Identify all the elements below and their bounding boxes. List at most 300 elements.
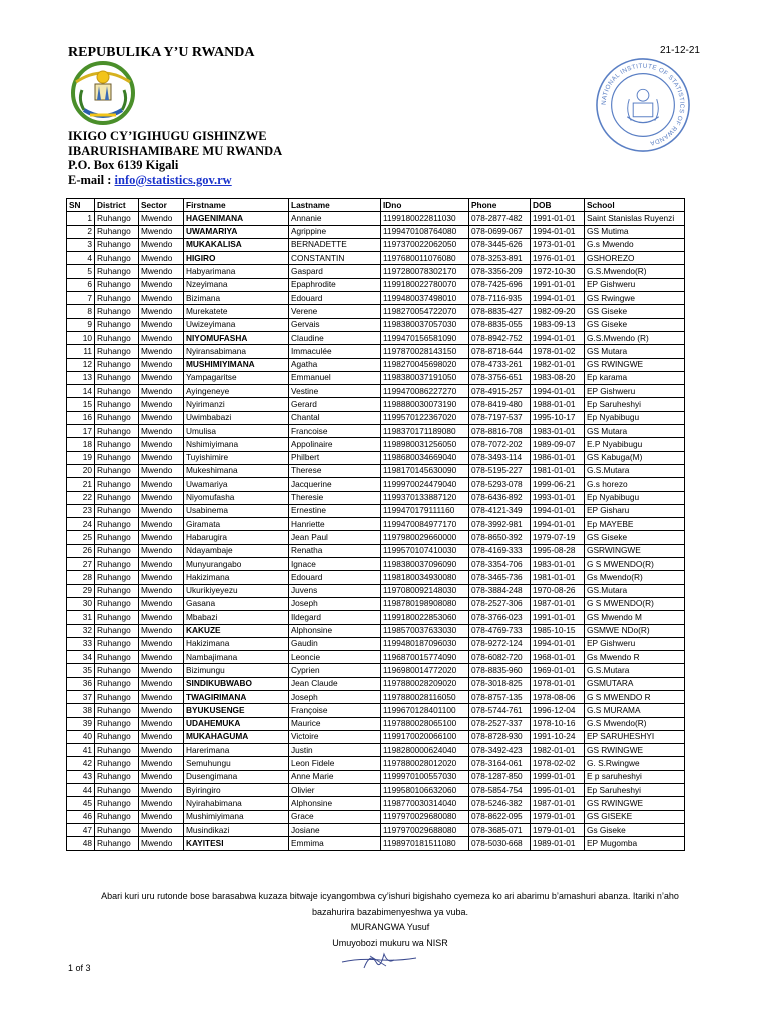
table-cell: Edouard [289, 292, 381, 305]
table-cell: Ruhango [95, 398, 139, 411]
table-cell: Mwendo [139, 531, 184, 544]
table-cell: Ruhango [95, 491, 139, 504]
table-cell: Ruhango [95, 690, 139, 703]
table-cell: 078-3492-423 [469, 744, 531, 757]
table-cell: CONSTANTIN [289, 252, 381, 265]
table-cell: Ruhango [95, 597, 139, 610]
table-cell: GSMWE NDo(R) [585, 624, 685, 637]
table-cell: 1198770030314040 [381, 797, 469, 810]
table-cell: Ruhango [95, 478, 139, 491]
table-cell: G S MWENDO R [585, 690, 685, 703]
table-cell: 31 [67, 611, 95, 624]
table-cell: 078-4169-333 [469, 544, 531, 557]
table-cell: 078-6436-892 [469, 491, 531, 504]
table-row [67, 624, 685, 637]
column-header: SN [67, 199, 95, 212]
table-cell: 078-8419-480 [469, 398, 531, 411]
signatory-name: MURANGWA Yusuf [350, 922, 430, 932]
table-cell: Mushimiyimana [184, 810, 289, 823]
country-heading: REPUBULIKA Y’U RWANDA [68, 45, 255, 60]
table-cell: 078-3685-071 [469, 823, 531, 836]
table-cell: Ruhango [95, 544, 139, 557]
notice-line1: Abari kuri uru rutonde bose barasabwa kuzaza bitwaje icyangombwa cy’ishuri bigishaho cyemeza ko ari abarimu b’amashuri abanza. Itariki n’aho [101, 891, 679, 901]
table-cell: Nzeyimana [184, 278, 289, 291]
table-cell: 1995-10-17 [531, 411, 585, 424]
table-cell: GS RWINGWE [585, 744, 685, 757]
table-row [67, 717, 685, 730]
column-header: IDno [381, 199, 469, 212]
table-cell: Philbert [289, 451, 381, 464]
table-cell: Ruhango [95, 425, 139, 438]
table-cell: 1983-09-13 [531, 318, 585, 331]
table-cell: Mwendo [139, 292, 184, 305]
table-row [67, 730, 685, 743]
table-cell: Ruhango [95, 797, 139, 810]
rwanda-coat-of-arms-icon [68, 60, 138, 126]
table-cell: 42 [67, 757, 95, 770]
table-cell: G S MWENDO(R) [585, 597, 685, 610]
handwritten-signature [340, 948, 418, 972]
table-cell: 078-3164-061 [469, 757, 531, 770]
table-cell: 1198180034930080 [381, 571, 469, 584]
table-cell: 33 [67, 637, 95, 650]
table-cell: Edouard [289, 571, 381, 584]
table-row [67, 823, 685, 836]
table-cell: 19 [67, 451, 95, 464]
table-cell: 078-3356-209 [469, 265, 531, 278]
table-cell: Ep Saruheshyi [585, 398, 685, 411]
table-cell: 1199370133887120 [381, 491, 469, 504]
table-cell: 10 [67, 331, 95, 344]
table-cell: Gervais [289, 318, 381, 331]
email-link[interactable]: info@statistics.gov.rw [114, 172, 232, 187]
table-cell: Ruhango [95, 704, 139, 717]
table-cell: 1979-07-19 [531, 531, 585, 544]
table-cell: 1999-06-21 [531, 478, 585, 491]
table-cell: 1198270054722070 [381, 305, 469, 318]
table-cell: GS RWINGWE [585, 797, 685, 810]
table-cell: Byiringiro [184, 784, 289, 797]
table-cell: Mwendo [139, 730, 184, 743]
table-cell: Mwendo [139, 371, 184, 384]
table-cell: Ruhango [95, 318, 139, 331]
table-cell: 44 [67, 784, 95, 797]
table-row [67, 544, 685, 557]
table-cell: Bizimana [184, 292, 289, 305]
table-cell: Hanriette [289, 518, 381, 531]
table-cell: 1994-01-01 [531, 504, 585, 517]
table-cell: 078-8835-960 [469, 664, 531, 677]
table-cell: 26 [67, 544, 95, 557]
table-cell: 1983-08-20 [531, 371, 585, 384]
table-cell: Mwendo [139, 278, 184, 291]
table-cell: Ep MAYEBE [585, 518, 685, 531]
table-cell: Ruhango [95, 464, 139, 477]
table-cell: Dusengimana [184, 770, 289, 783]
table-cell: Justin [289, 744, 381, 757]
table-cell: 1978-08-06 [531, 690, 585, 703]
table-cell: 1198980031256050 [381, 438, 469, 451]
table-cell: GSMUTARA [585, 677, 685, 690]
table-row [67, 238, 685, 251]
table-cell: 1995-01-01 [531, 784, 585, 797]
table-cell: GSRWINGWE [585, 544, 685, 557]
table-cell: Joseph [289, 690, 381, 703]
table-cell: Mwendo [139, 797, 184, 810]
table-cell: MUKAKALISA [184, 238, 289, 251]
table-cell: Usabinema [184, 504, 289, 517]
table-cell: 32 [67, 624, 95, 637]
table-row [67, 345, 685, 358]
table-cell: 078-4769-733 [469, 624, 531, 637]
table-cell: 3 [67, 238, 95, 251]
table-cell: 1199670128401100 [381, 704, 469, 717]
table-cell: 1970-08-26 [531, 584, 585, 597]
table-cell: G.S.Mwendo (R) [585, 331, 685, 344]
table-cell: GS Giseke [585, 318, 685, 331]
table-cell: 078-3465-736 [469, 571, 531, 584]
table-cell: 1991-01-01 [531, 611, 585, 624]
table-cell: G.s Mwendo [585, 238, 685, 251]
table-cell: Mwendo [139, 558, 184, 571]
table-cell: Uwamariya [184, 478, 289, 491]
table-cell: Ayingeneye [184, 385, 289, 398]
table-cell: Ukurikiyeyezu [184, 584, 289, 597]
table-cell: 078-3445-626 [469, 238, 531, 251]
table-cell: Ruhango [95, 385, 139, 398]
table-cell: 28 [67, 571, 95, 584]
organization-address-block [68, 129, 282, 187]
table-cell: 078-3253-891 [469, 252, 531, 265]
table-row [67, 305, 685, 318]
table-cell: 1197870028143150 [381, 345, 469, 358]
table-row [67, 398, 685, 411]
table-cell: Niyomufasha [184, 491, 289, 504]
table-cell: 35 [67, 664, 95, 677]
table-cell: Grace [289, 810, 381, 823]
table-cell: 078-7116-935 [469, 292, 531, 305]
table-cell: Gerard [289, 398, 381, 411]
table-row [67, 385, 685, 398]
table-cell: Claudine [289, 331, 381, 344]
table-cell: Leoncie [289, 651, 381, 664]
table-cell: Epaphrodite [289, 278, 381, 291]
table-cell: 1199480037498010 [381, 292, 469, 305]
table-cell: 41 [67, 744, 95, 757]
table-cell: Alphonsine [289, 797, 381, 810]
table-cell: Mwendo [139, 810, 184, 823]
table-cell: Mwendo [139, 212, 184, 225]
table-row [67, 411, 685, 424]
table-row [67, 478, 685, 491]
table-row [67, 690, 685, 703]
table-cell: Ruhango [95, 518, 139, 531]
table-cell: GS Giseke [585, 531, 685, 544]
table-cell: Ruhango [95, 651, 139, 664]
table-cell: 1991-10-24 [531, 730, 585, 743]
table-cell: 1993-01-01 [531, 491, 585, 504]
table-cell: 078-5744-761 [469, 704, 531, 717]
table-cell: Ruhango [95, 451, 139, 464]
table-cell: Mwendo [139, 584, 184, 597]
table-cell: 13 [67, 371, 95, 384]
table-cell: Nshimiyimana [184, 438, 289, 451]
table-cell: 34 [67, 651, 95, 664]
table-cell: 078-0699-067 [469, 225, 531, 238]
table-row [67, 664, 685, 677]
table-cell: Mwendo [139, 358, 184, 371]
table-cell: Francoise [289, 425, 381, 438]
table-cell: 1199480187096030 [381, 637, 469, 650]
table-cell: Emmanuel [289, 371, 381, 384]
table-cell: Chantal [289, 411, 381, 424]
table-cell: 1983-01-01 [531, 558, 585, 571]
table-cell: 1983-01-01 [531, 425, 585, 438]
table-cell: GS Rwingwe [585, 292, 685, 305]
table-cell: Mwendo [139, 438, 184, 451]
table-cell: Mwendo [139, 385, 184, 398]
table-cell: 1981-01-01 [531, 571, 585, 584]
table-cell: BERNADETTE [289, 238, 381, 251]
table-cell: G S MWENDO(R) [585, 558, 685, 571]
table-cell: Mwendo [139, 398, 184, 411]
table-row [67, 265, 685, 278]
table-cell: 21 [67, 478, 95, 491]
column-header: Phone [469, 199, 531, 212]
table-cell: HAGENIMANA [184, 212, 289, 225]
table-cell: Ernestine [289, 504, 381, 517]
table-row [67, 571, 685, 584]
table-cell: 1197880028116050 [381, 690, 469, 703]
table-cell: 1978-10-16 [531, 717, 585, 730]
table-cell: 078-1287-850 [469, 770, 531, 783]
notice-line2: bazahurira bazabimenyeshwa ya vuba. [311, 906, 469, 917]
table-cell: HIGIRO [184, 252, 289, 265]
table-row [67, 464, 685, 477]
table-cell: 1978-01-02 [531, 345, 585, 358]
table-cell: Ildegard [289, 611, 381, 624]
table-cell: 27 [67, 558, 95, 571]
table-cell: 1986-01-01 [531, 451, 585, 464]
table-cell: Ruhango [95, 252, 139, 265]
table-cell: G.S.Mwendo(R) [585, 265, 685, 278]
table-cell: Nyirahabimana [184, 797, 289, 810]
table-cell: 20 [67, 464, 95, 477]
table-cell: Nyirimanzi [184, 398, 289, 411]
table-cell: Munyurangabo [184, 558, 289, 571]
table-cell: Tuyishimire [184, 451, 289, 464]
table-cell: Ignace [289, 558, 381, 571]
table-cell: Ruhango [95, 757, 139, 770]
table-cell: TWAGIRIMANA [184, 690, 289, 703]
table-cell: Gs Mwendo(R) [585, 571, 685, 584]
table-cell: 45 [67, 797, 95, 810]
table-cell: Jacquerine [289, 478, 381, 491]
table-cell: 1198280000624040 [381, 744, 469, 757]
table-cell: NIYOMUFASHA [184, 331, 289, 344]
table-cell: Ruhango [95, 331, 139, 344]
table-cell: Ruhango [95, 717, 139, 730]
table-cell: Mwendo [139, 518, 184, 531]
table-cell: 8 [67, 305, 95, 318]
table-row [67, 704, 685, 717]
table-row [67, 770, 685, 783]
table-cell: Saint Stanislas Ruyenzi [585, 212, 685, 225]
table-cell: 1197880028209020 [381, 677, 469, 690]
table-cell: Mwendo [139, 425, 184, 438]
table-cell: 078-8757-135 [469, 690, 531, 703]
table-cell: GS GISEKE [585, 810, 685, 823]
table-cell: 078-9272-124 [469, 637, 531, 650]
table-cell: 078-3018-825 [469, 677, 531, 690]
table-cell: 078-8835-427 [469, 305, 531, 318]
table-cell: 1991-01-01 [531, 212, 585, 225]
table-cell: UDAHEMUKA [184, 717, 289, 730]
table-row [67, 584, 685, 597]
table-cell: SINDIKUBWABO [184, 677, 289, 690]
table-cell: 078-8650-392 [469, 531, 531, 544]
table-cell: Mwendo [139, 265, 184, 278]
table-cell: 078-5293-078 [469, 478, 531, 491]
table-cell: Mwendo [139, 451, 184, 464]
table-cell: Jean Claude [289, 677, 381, 690]
seal-text: NATIONAL INSTITUTE OF STATISTICS OF RWANDA [600, 62, 686, 147]
column-header: School [585, 199, 685, 212]
table-cell: Ndayambaje [184, 544, 289, 557]
table-cell: 1199180022853060 [381, 611, 469, 624]
table-cell: Gs Giseke [585, 823, 685, 836]
table-cell: Ruhango [95, 571, 139, 584]
table-cell: Ruhango [95, 371, 139, 384]
table-cell: EP Gishweru [585, 637, 685, 650]
table-cell: 078-5854-754 [469, 784, 531, 797]
table-row [67, 252, 685, 265]
table-row [67, 491, 685, 504]
table-cell: 39 [67, 717, 95, 730]
table-cell: 078-3354-706 [469, 558, 531, 571]
email-line [68, 173, 282, 188]
table-cell: 23 [67, 504, 95, 517]
table-row [67, 637, 685, 650]
table-cell: 1199470108764080 [381, 225, 469, 238]
table-cell: 1197080092148030 [381, 584, 469, 597]
table-cell: GS Mutima [585, 225, 685, 238]
table-cell: 078-7197-537 [469, 411, 531, 424]
table-cell: 22 [67, 491, 95, 504]
table-cell: 078-8728-930 [469, 730, 531, 743]
table-cell: Mwendo [139, 411, 184, 424]
table-cell: UWAMARIYA [184, 225, 289, 238]
table-row [67, 744, 685, 757]
table-cell: 1199470179111160 [381, 504, 469, 517]
table-cell: 078-8816-708 [469, 425, 531, 438]
table-cell: EP Mugomba [585, 837, 685, 850]
table-cell: Hakizimana [184, 571, 289, 584]
table-cell: 1199180022780070 [381, 278, 469, 291]
table-cell: Mwendo [139, 491, 184, 504]
table-cell: Bizimungu [184, 664, 289, 677]
table-cell: 1972-10-30 [531, 265, 585, 278]
table-cell: Ruhango [95, 677, 139, 690]
table-cell: 9 [67, 318, 95, 331]
table-cell: 078-5195-227 [469, 464, 531, 477]
table-cell: 1199570107410030 [381, 544, 469, 557]
table-cell: Ruhango [95, 664, 139, 677]
table-cell: Verene [289, 305, 381, 318]
table-cell: 1197970029688080 [381, 823, 469, 836]
table-cell: Leon Fidele [289, 757, 381, 770]
nisr-seal-stamp [594, 56, 692, 154]
table-cell: Maurice [289, 717, 381, 730]
table-cell: 1979-01-01 [531, 810, 585, 823]
table-cell: 1198570037633030 [381, 624, 469, 637]
table-cell: 1199970100557030 [381, 770, 469, 783]
table-cell: 48 [67, 837, 95, 850]
table-cell: 1995-08-28 [531, 544, 585, 557]
table-cell: EP Gishweru [585, 385, 685, 398]
table-cell: Ep karama [585, 371, 685, 384]
table-cell: Mwendo [139, 611, 184, 624]
teacher-roster-table [66, 198, 685, 851]
table-cell: GS Mutara [585, 345, 685, 358]
table-cell: 1198680034669040 [381, 451, 469, 464]
table-cell: Mwendo [139, 823, 184, 836]
table-cell: 1982-01-01 [531, 358, 585, 371]
table-cell: 1981-01-01 [531, 464, 585, 477]
table-cell: 078-3493-114 [469, 451, 531, 464]
table-cell: G.S.Mutara [585, 664, 685, 677]
table-cell: EP Gisharu [585, 504, 685, 517]
table-cell: Ruhango [95, 238, 139, 251]
table-cell: 078-2527-306 [469, 597, 531, 610]
table-cell: 36 [67, 677, 95, 690]
table-cell: 1197880028012020 [381, 757, 469, 770]
table-row [67, 331, 685, 344]
table-cell: E p saruheshyi [585, 770, 685, 783]
table-cell: 078-3756-651 [469, 371, 531, 384]
table-cell: 1198380037057030 [381, 318, 469, 331]
column-header: Sector [139, 199, 184, 212]
table-cell: Mwendo [139, 744, 184, 757]
table-cell: Ruhango [95, 784, 139, 797]
table-cell: Ruhango [95, 810, 139, 823]
table-cell: Immaculée [289, 345, 381, 358]
column-header: DOB [531, 199, 585, 212]
table-cell: Mwendo [139, 464, 184, 477]
table-cell: Mwendo [139, 544, 184, 557]
table-cell: 078-3992-981 [469, 518, 531, 531]
table-cell: 24 [67, 518, 95, 531]
table-cell: E.P Nyabibugu [585, 438, 685, 451]
footer-notice [80, 889, 700, 951]
table-cell: 1994-01-01 [531, 637, 585, 650]
table-cell: 29 [67, 584, 95, 597]
table-cell: 16 [67, 411, 95, 424]
table-cell: 5 [67, 265, 95, 278]
table-row [67, 531, 685, 544]
table-cell: 078-8835-055 [469, 318, 531, 331]
table-cell: Ruhango [95, 504, 139, 517]
email-label: E-mail : [68, 172, 115, 187]
table-cell: Françoise [289, 704, 381, 717]
table-row [67, 278, 685, 291]
table-cell: Ruhango [95, 358, 139, 371]
table-cell: Ruhango [95, 438, 139, 451]
table-cell: 1199180022811030 [381, 212, 469, 225]
table-cell: Mwendo [139, 504, 184, 517]
table-cell: 17 [67, 425, 95, 438]
table-cell: 15 [67, 398, 95, 411]
